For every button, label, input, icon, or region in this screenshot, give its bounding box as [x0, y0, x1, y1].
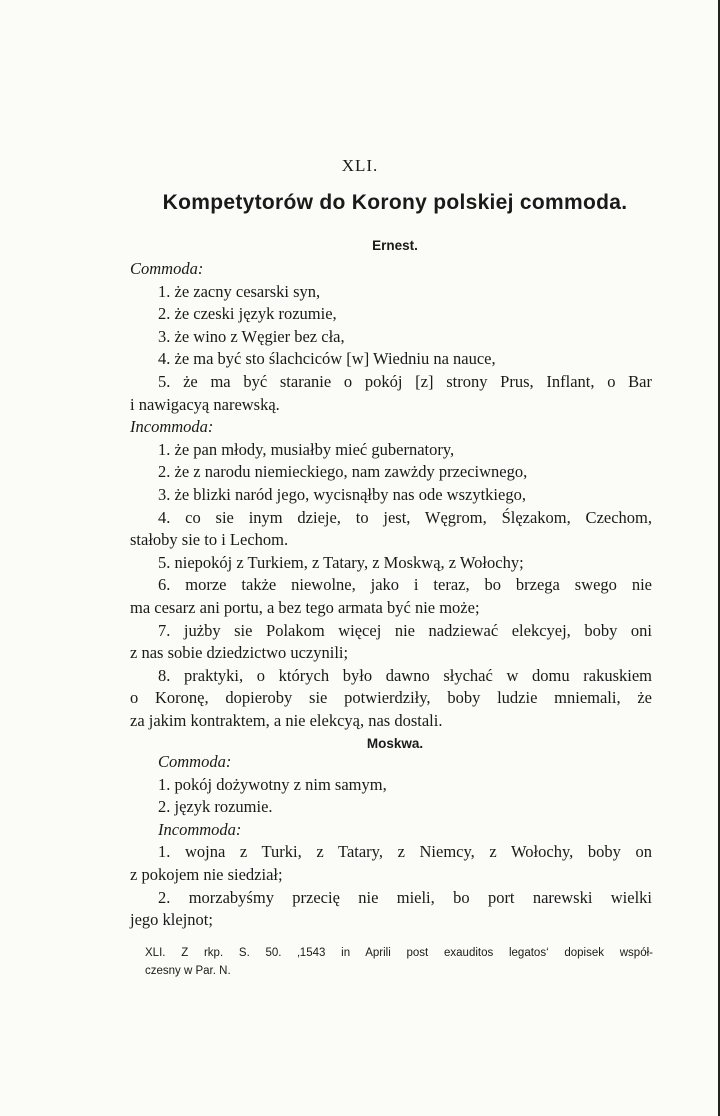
text-line: 3. że wino z Węgier bez cła,	[158, 326, 345, 346]
text-line: 5. niepokój z Turkiem, z Tatary, z Moskwą, z Wołochy;	[158, 552, 524, 572]
chapter-number: XLI.	[341, 156, 379, 175]
text-line: 2. język rozumie.	[158, 797, 273, 817]
footnote	[145, 944, 653, 980]
text-line: 2. że z narodu niemieckiego, nam zawżdy przeciwnego,	[158, 462, 528, 482]
text-line: za jakim kontraktem, a nie elekcyą, nas dostali.	[130, 710, 443, 730]
text-line: 2. morzabyśmy przecię nie mieli, bo port narewski wielki	[158, 887, 652, 907]
text-line: 4. że ma być sto ślachciców [w] Wiedniu na nauce,	[158, 349, 496, 369]
text-line: Commoda:	[158, 752, 232, 771]
text-line: 2. że czeski język rozumie,	[158, 304, 337, 324]
section-body-moskwa	[130, 751, 652, 932]
text-line: stałoby sie to i Lechom.	[130, 530, 289, 550]
text-line: 5. że ma być staranie o pokój [z] strony Prus, Inflant, o Bar	[158, 371, 652, 391]
section-body-ernest	[130, 258, 652, 732]
text-line: 1. że zacny cesarski syn,	[158, 281, 321, 301]
text-line: i nawigacyą narewską.	[130, 394, 280, 414]
text-line: 1. pokój dożywotny z nim samym,	[158, 774, 387, 794]
text-line: 1. wojna z Turki, z Tatary, z Niemcy, z Wołochy, boby on	[158, 842, 652, 862]
text-line: Commoda:	[130, 259, 204, 278]
text-line: z pokojem nie siedział;	[130, 864, 283, 884]
document-title: Kompetytorów do Korony polskiej commoda.	[162, 191, 628, 214]
section-heading-moskwa: Moskwa.	[366, 736, 424, 751]
text-line: 6. morze także niewolne, jako i teraz, bo brzega swego nie	[158, 575, 652, 595]
text-line: 7. jużby sie Polakom więcej nie nadziewać elekcyej, boby oni	[158, 620, 652, 640]
text-line: z nas sobie dziedzictwo uczynili;	[130, 643, 349, 663]
text-line: 1. że pan młody, musiałby mieć gubernatory,	[158, 439, 455, 459]
section-heading-ernest: Ernest.	[372, 238, 418, 253]
text-line: 3. że blizki naród jego, wycisnąłby nas ode wszytkiego,	[158, 484, 526, 504]
footnote-line: czesny w Par. N.	[145, 965, 231, 977]
text-line: ma cesarz ani portu, a bez tego armata być nie może;	[130, 597, 480, 617]
text-line: o Koronę, dopieroby sie potwierdziły, boby ludzie mniemali, że	[130, 688, 652, 708]
text-line: 4. co sie inym dzieje, to jest, Węgrom, Ślęzakom, Czechom,	[158, 507, 652, 527]
text-line: Incommoda:	[158, 819, 242, 839]
footnote-line: XLI. Z rkp. S. 50. ‚1543 in Aprili post exauditos legatos‘ dopisek współ-	[145, 947, 653, 959]
text-line: jego klejnot;	[130, 910, 213, 930]
text-line: 8. praktyki, o których było dawno słychać w domu rakuskiem	[158, 665, 652, 685]
text-line: Incommoda:	[130, 417, 214, 437]
